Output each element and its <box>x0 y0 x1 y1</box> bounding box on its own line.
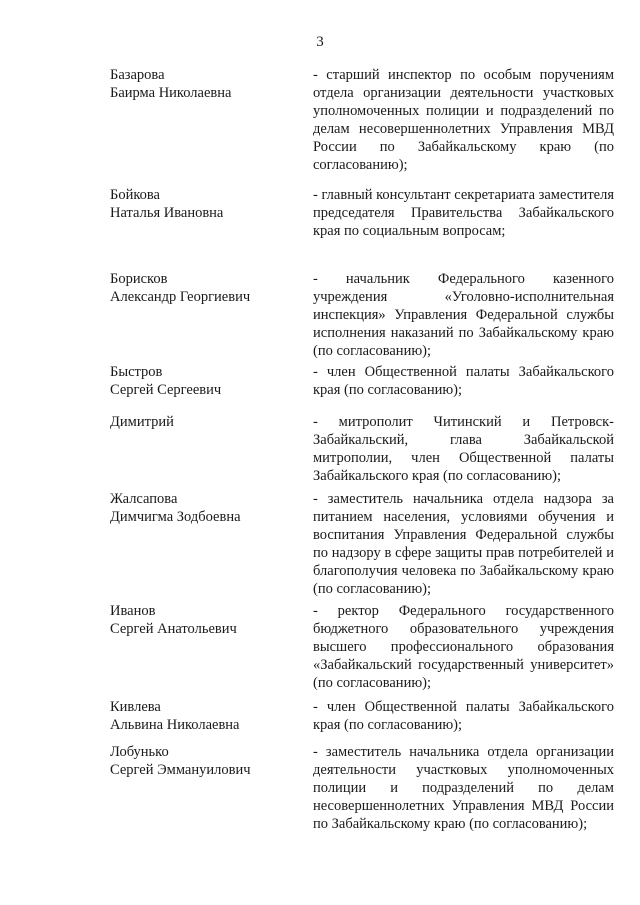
member-given-names: Сергей Эммануилович <box>110 762 251 778</box>
member-surname: Быстров <box>110 364 163 380</box>
list-item <box>110 66 614 186</box>
member-given-names: Сергей Сергеевич <box>110 382 222 398</box>
member-role: - митрополит Читинский и Петровск-Забайкальский, глава Забайкальской митрополии, член Общественной палаты Забайкальского края (по согласованию); <box>313 414 614 484</box>
member-role: - заместитель начальника отдела организации деятельности участковых уполномоченных полиции и подразделений по делам несовершеннолетних Управления МВД России по Забайкальскому краю (по согласованию); <box>313 744 614 832</box>
member-given-names: Наталья Ивановна <box>110 205 224 221</box>
list-item <box>110 186 614 270</box>
member-name <box>110 743 313 779</box>
page-number: 3 <box>316 34 324 50</box>
list-item <box>110 490 614 602</box>
member-role: - главный консультант секретариата заместителя председателя Правительства Забайкальского края по социальным вопросам; <box>313 187 614 239</box>
list-item <box>110 363 614 413</box>
member-name <box>110 602 313 638</box>
member-role: - начальник Федерального казенного учреждения «Уголовно-исполнительная инспекция» Управления Федеральной службы исполнения наказаний по Забайкальскому краю (по согласованию); <box>313 271 614 359</box>
member-given-names: Димчигма Зодбоевна <box>110 509 241 525</box>
member-surname: Димитрий <box>110 414 174 430</box>
member-role: - член Общественной палаты Забайкальского края (по согласованию); <box>313 699 614 733</box>
member-name <box>110 413 313 431</box>
member-given-names: Альвина Николаевна <box>110 717 240 733</box>
member-surname: Кивлева <box>110 699 161 715</box>
list-item <box>110 743 614 873</box>
member-surname: Борисков <box>110 271 168 287</box>
list-item <box>110 602 614 698</box>
member-given-names: Баирма Николаевна <box>110 85 232 101</box>
list-item <box>110 413 614 490</box>
list-item <box>110 698 614 743</box>
member-role: - старший инспектор по особым поручениям отдела организации деятельности участковых уполномоченных полиции и подразделений по делам несовершеннолетних Управления МВД России по Забайкальскому краю (по согласованию); <box>313 67 614 173</box>
members-list <box>110 66 614 873</box>
member-role: - член Общественной палаты Забайкальского края (по согласованию); <box>313 364 614 398</box>
list-item <box>110 270 614 363</box>
member-surname: Базарова <box>110 67 165 83</box>
member-name <box>110 363 313 399</box>
member-role: - ректор Федерального государственного бюджетного образовательного учреждения высшего профессионального образования «Забайкальский государственный университет» (по согласованию); <box>313 603 614 691</box>
member-name <box>110 66 313 102</box>
member-role: - заместитель начальника отдела надзора за питанием населения, условиями обучения и воспитания Управления Федеральной службы по надзору в сфере защиты прав потребителей и благополучия человека по Забайкальскому краю (по согласованию); <box>313 491 614 597</box>
member-name <box>110 490 313 526</box>
member-surname: Иванов <box>110 603 156 619</box>
member-surname: Лобунько <box>110 744 169 760</box>
member-name <box>110 698 313 734</box>
member-name <box>110 186 313 222</box>
member-surname: Бойкова <box>110 187 160 203</box>
member-name <box>110 270 313 306</box>
member-given-names: Сергей Анатольевич <box>110 621 237 637</box>
member-given-names: Александр Георгиевич <box>110 289 251 305</box>
member-surname: Жалсапова <box>110 491 178 507</box>
